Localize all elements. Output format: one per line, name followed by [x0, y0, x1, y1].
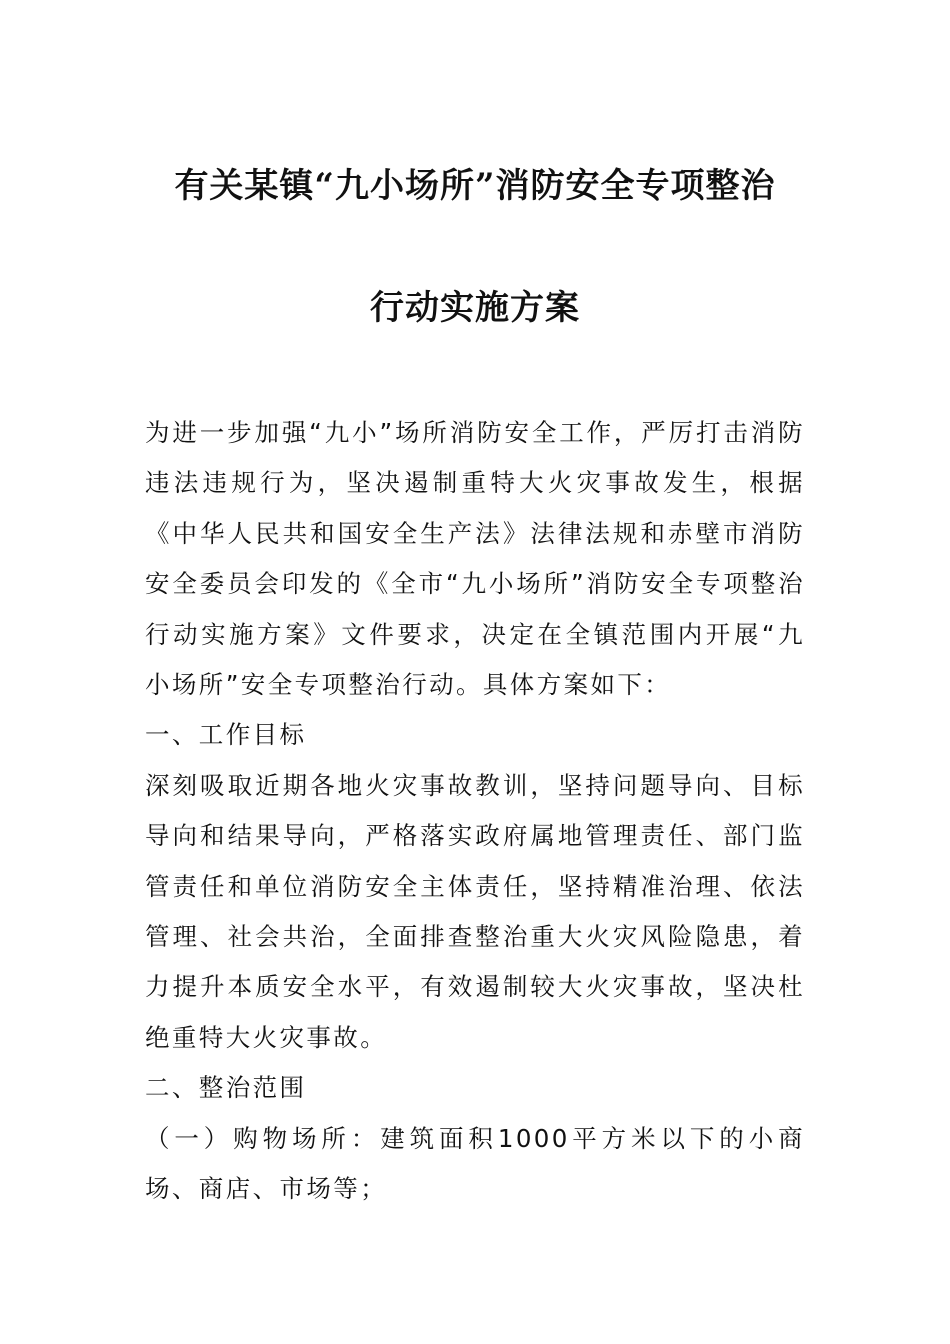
scope-item-shopping: （一）购物场所：建筑面积1000平方米以下的小商场、商店、市场等； [145, 1123, 805, 1204]
intro-paragraph: 为进一步加强“九小”场所消防安全工作，严厉打击消防违法违规行为，坚决遏制重特大火灾事故发生，根据《中华人民共和国安全生产法》法律法规和赤壁市消防安全委员会印发的《全市“九小场所”消防安全专项整治行动实施方案》文件要求，决定在全镇范围内开展“九小场所”安全专项整治行动。具体方案如下： [145, 418, 805, 700]
document-body [145, 408, 805, 1215]
document-title-line-2: 行动实施方案 [370, 288, 580, 328]
section-heading-scope: 二、整治范围 [145, 1073, 307, 1103]
goals-paragraph: 深刻吸取近期各地火灾事故教训，坚持问题导向、目标导向和结果导向，严格落实政府属地管理责任、部门监管责任和单位消防安全主体责任，坚持精准治理、依法管理、社会共治，全面排查整治重大火灾风险隐患，着力提升本质安全水平，有效遏制较大火灾事故，坚决杜绝重特大火灾事故。 [145, 770, 805, 1052]
section-heading-goals: 一、工作目标 [145, 720, 307, 750]
document-title-line-1: 有关某镇“九小场所”消防安全专项整治 [174, 166, 776, 206]
